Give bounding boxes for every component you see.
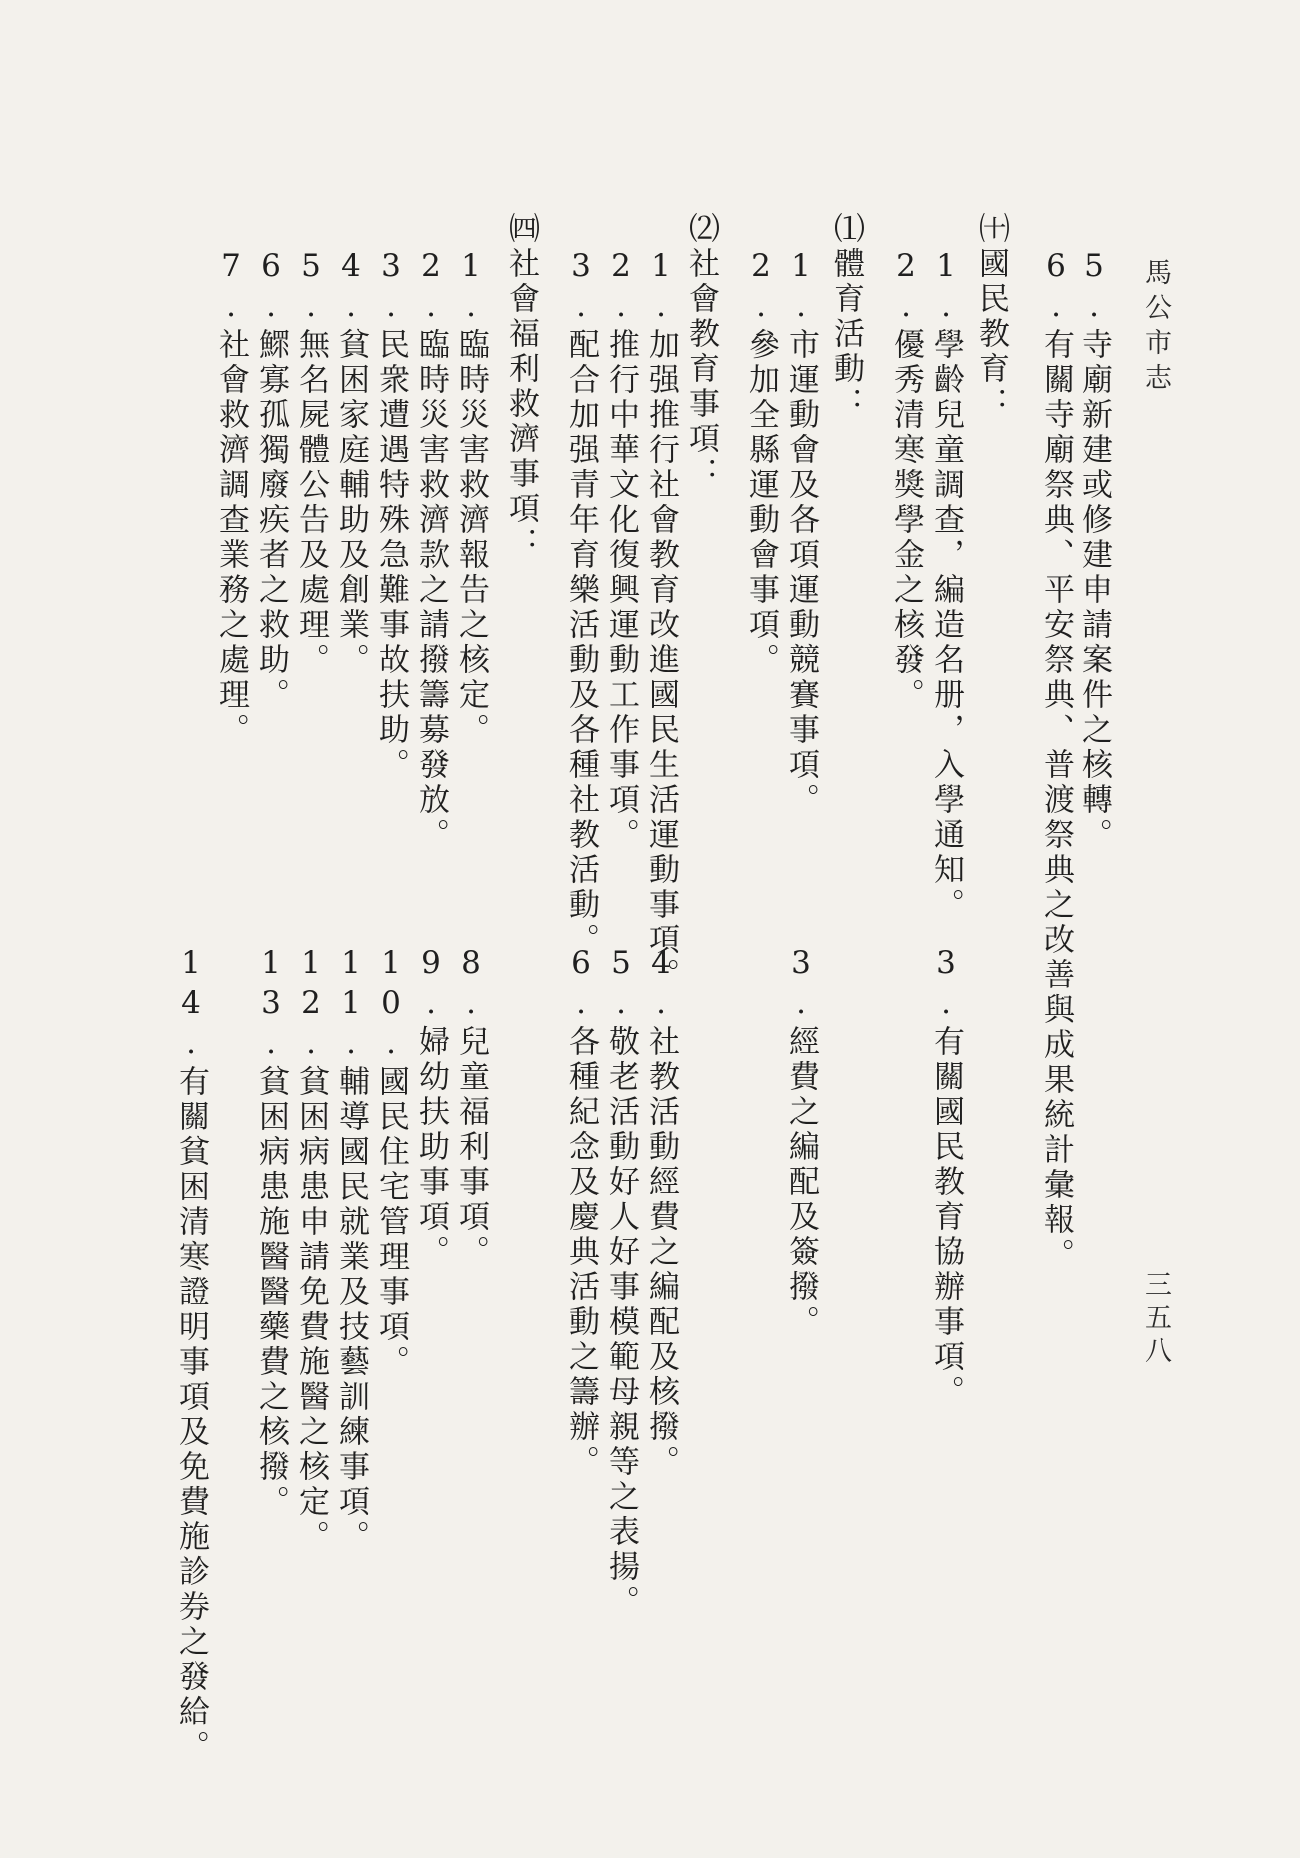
section-heading: ㈣社會福利救濟事項： [503, 212, 539, 562]
text-column: 1.臨時災害救濟報告之核定。 [453, 248, 489, 748]
text-column: 5.敬老活動好人好事模範母親等之表揚。 [603, 945, 639, 1620]
text-column: 5.無名屍體公告及處理。 [293, 248, 329, 678]
text-column: 4.社教活動經費之編配及核撥。 [643, 945, 679, 1480]
text-column: 10.國民住宅管理事項。 [373, 945, 409, 1380]
text-column: 3.民衆遭遇特殊急難事故扶助。 [373, 248, 409, 783]
text-column: 1.加强推行社會教育改進國民生活運動事項。 [643, 248, 679, 993]
text-column: 1.市運動會及各項運動競賽事項。 [783, 248, 819, 818]
text-column: 2.推行中華文化復興運動工作事項。 [603, 248, 639, 853]
text-column: 12.貧困病患申請免費施醫之核定。 [293, 945, 329, 1555]
text-column: 6.有關寺廟祭典、平安祭典、普渡祭典之改善與成果統計彙報。 [1038, 248, 1074, 1273]
text-column: 8.兒童福利事項。 [453, 945, 489, 1270]
text-column: 3.經費之編配及簽撥。 [783, 945, 819, 1340]
text-column: 9.婦幼扶助事項。 [413, 945, 449, 1270]
text-column: 13.貧困病患施醫醫藥費之核撥。 [253, 945, 289, 1520]
text-column: 2.臨時災害救濟款之請撥籌募發放。 [413, 248, 449, 853]
text-column: 5.寺廟新建或修建申請案件之核轉。 [1076, 248, 1112, 853]
text-column: 6.各種紀念及慶典活動之籌辦。 [563, 945, 599, 1480]
text-column: 6.鰥寡孤獨廢疾者之救助。 [253, 248, 289, 713]
text-column: 3.有關國民教育協辦事項。 [928, 945, 964, 1410]
text-column: 1.學齡兒童調查，編造名册，入學通知。 [928, 248, 964, 923]
text-column: 3.配合加强青年育樂活動及各種社教活動。 [563, 248, 599, 958]
section-heading: ⑴體育活動： [828, 212, 864, 422]
section-heading: ㈩國民教育： [973, 212, 1009, 422]
text-column: 2.參加全縣運動會事項。 [743, 248, 779, 678]
text-column: 4.貧困家庭輔助及創業。 [333, 248, 369, 678]
text-column: 7.社會救濟調查業務之處理。 [213, 248, 249, 748]
running-head: 馬公市志 [1140, 258, 1171, 398]
text-column: 11.輔導國民就業及技藝訓練事項。 [333, 945, 369, 1555]
section-heading: ⑵社會教育事項： [683, 212, 719, 492]
text-column: 14.有關貧困清寒證明事項及免費施診券之發給。 [173, 945, 209, 1765]
text-column: 2.優秀清寒獎學金之核發。 [888, 248, 924, 713]
page-number: 三五八 [1140, 1270, 1171, 1369]
